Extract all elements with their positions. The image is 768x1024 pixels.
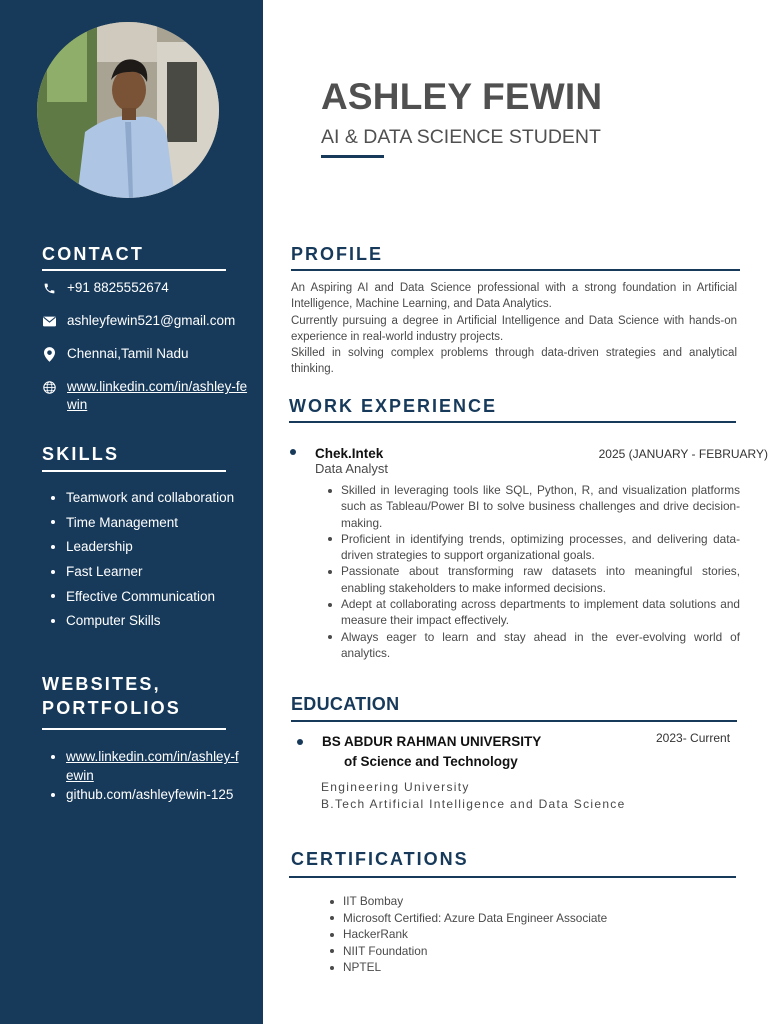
candidate-name: ASHLEY FEWIN [321, 76, 603, 117]
phone-icon [42, 279, 56, 297]
profile-summary [291, 280, 737, 378]
education-bullet [297, 739, 303, 745]
education-type: Engineering University [321, 780, 470, 794]
websites-list [48, 748, 243, 806]
websites-heading-line2: PORTFOLIOS [42, 697, 181, 718]
skill-item: Teamwork and collaboration [48, 488, 234, 513]
education-details [321, 779, 626, 812]
title-underline [321, 155, 384, 158]
contact-phone [42, 279, 256, 297]
experience-heading: WORK EXPERIENCE [289, 396, 498, 416]
profile-paragraph: Skilled in solving complex problems through data-driven strategies and analytical thinking. [291, 347, 737, 376]
school-name-line2: of Science and Technology [344, 754, 518, 769]
skill-item: Time Management [48, 513, 234, 538]
job-role: Data Analyst [315, 461, 388, 476]
certification-item: NPTEL [329, 959, 607, 976]
certification-item: NIIT Foundation [329, 943, 607, 960]
sidebar [0, 0, 263, 1024]
skills-heading: SKILLS [42, 444, 120, 464]
education-degree: B.Tech Artificial Intelligence and Data Science [321, 796, 626, 811]
skills-divider [42, 470, 226, 472]
website-item [48, 748, 243, 785]
profile-heading: PROFILE [291, 244, 384, 264]
experience-divider [289, 421, 736, 423]
main-content [263, 0, 768, 1024]
education-dates: 2023- Current [656, 731, 731, 745]
experience-dates: 2025 (JANUARY - FEBRUARY) [598, 447, 768, 461]
phone-text: +91 8825552674 [67, 280, 169, 295]
duty-item: Adept at collaborating across departments to implement data solutions and measure their impact effectively. [327, 596, 740, 629]
experience-duties [327, 482, 740, 661]
certifications-list [329, 893, 607, 976]
duty-item: Always eager to learn and stay ahead in the ever-evolving world of analytics. [327, 629, 740, 662]
certification-item: HackerRank [329, 926, 607, 943]
email-text[interactable]: ashleyfewin521@gmail.com [67, 313, 236, 328]
linkedin-link[interactable]: www.linkedin.com/in/ashley-fewin [67, 379, 248, 412]
candidate-title: AI & DATA SCIENCE STUDENT [321, 126, 601, 148]
education-divider [291, 720, 737, 722]
location-text: Chennai,Tamil Nadu [67, 346, 189, 361]
websites-heading [42, 673, 181, 721]
education-heading: EDUCATION [291, 694, 400, 714]
linkedin-portfolio-link[interactable]: www.linkedin.com/in/ashley-fewin [66, 749, 239, 783]
certification-item: IIT Bombay [329, 893, 607, 910]
contact-location [42, 345, 256, 363]
skill-item: Fast Learner [48, 562, 234, 587]
skill-item: Computer Skills [48, 611, 234, 636]
contact-linkedin [42, 378, 256, 414]
school-name [322, 732, 541, 772]
websites-heading-line1: WEBSITES, [42, 674, 161, 694]
certifications-divider [289, 876, 736, 878]
website-item[interactable]: github.com/ashleyfewin-125 [48, 786, 243, 805]
profile-photo [37, 22, 219, 198]
school-name-line1: BS ABDUR RAHMAN UNIVERSITY [322, 734, 542, 749]
location-pin-icon [42, 345, 56, 363]
duty-item: Proficient in identifying trends, optimizing processes, and delivering data-driven strategies to support organizational goals. [327, 531, 740, 564]
profile-paragraph: Currently pursuing a degree in Artificial Intelligence and Data Science with hands-on experience in real-world industry projects. [291, 314, 737, 343]
contact-divider [42, 269, 226, 271]
mail-icon [42, 312, 56, 330]
certifications-heading: CERTIFICATIONS [291, 849, 469, 869]
websites-divider [42, 728, 226, 730]
profile-paragraph: An Aspiring AI and Data Science professional with a strong foundation in Artificial Intelligence, Machine Learning, and Data Analytics. [291, 282, 737, 311]
duty-item: Passionate about transforming raw datasets into meaningful stories, enabling stakeholders to make informed decisions. [327, 563, 740, 596]
contact-email [42, 312, 256, 330]
duty-item: Skilled in leveraging tools like SQL, Python, R, and visualization platforms such as Tableau/Power BI to solve business challenges and drive decision-making. [327, 482, 740, 531]
skill-item: Effective Communication [48, 587, 234, 612]
experience-bullet [290, 449, 296, 455]
globe-icon [42, 378, 56, 396]
company-name: Chek.Intek [315, 446, 384, 461]
skills-list [48, 488, 234, 636]
contact-heading: CONTACT [42, 244, 145, 264]
skill-item: Leadership [48, 537, 234, 562]
certification-item: Microsoft Certified: Azure Data Engineer Associate [329, 910, 607, 927]
profile-divider [291, 269, 740, 271]
